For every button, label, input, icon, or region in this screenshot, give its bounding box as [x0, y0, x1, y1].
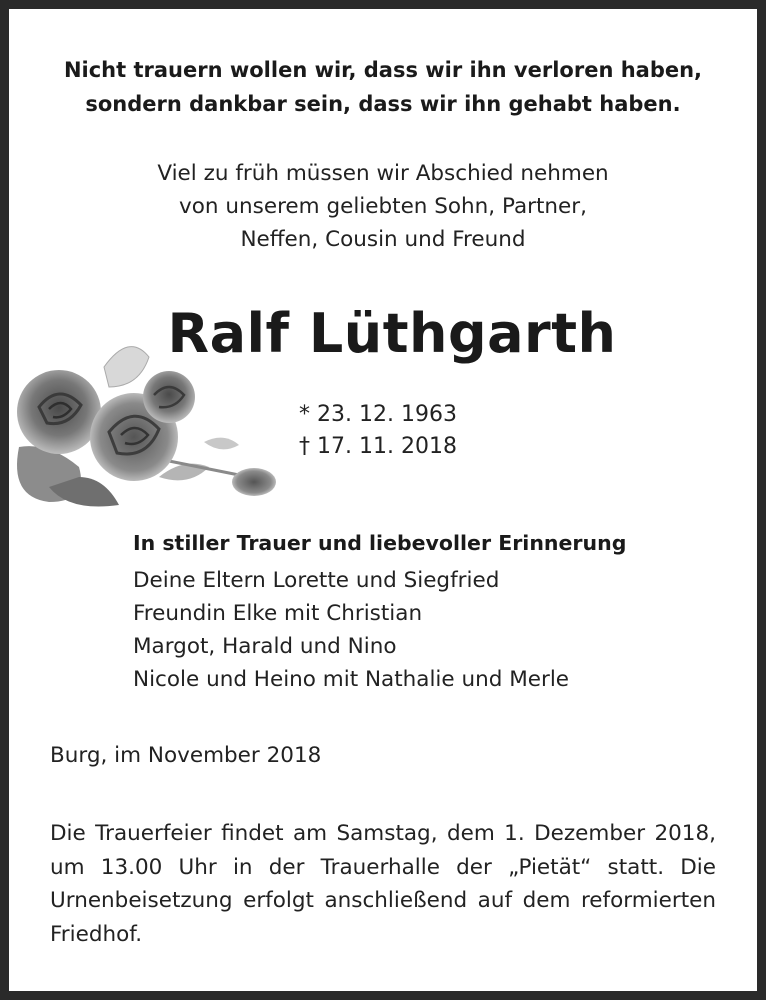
death-date: † 17. 11. 2018	[299, 434, 457, 459]
place-date: Burg, im November 2018	[50, 743, 322, 768]
ceremony-info: Die Trauerfeier findet am Samstag, dem 1. Dezember 2018, um 13.00 Uhr in der Trauerhalle der „Pietät“ statt. Die Urnenbeisetzung erfolgt anschließend auf dem reformierten Friedhof.	[50, 821, 716, 947]
quote-line-1: Nicht trauern wollen wir, dass wir ihn verloren haben,	[63, 58, 703, 82]
mourner-line: Margot, Harald und Nino	[133, 634, 397, 659]
mourning-heading: In stiller Trauer und liebevoller Erinnerung	[133, 531, 627, 555]
intro-line-3: Neffen, Cousin und Freund	[240, 227, 526, 252]
quote	[9, 53, 757, 121]
obituary-notice	[9, 9, 757, 991]
mourner-line: Deine Eltern Lorette und Siegfried	[133, 568, 500, 593]
life-dates	[299, 399, 457, 463]
intro-line-1: Viel zu früh müssen wir Abschied nehmen	[157, 161, 609, 186]
deceased-name: Ralf Lüthgarth	[167, 302, 617, 365]
mourner-line: Freundin Elke mit Christian	[133, 601, 423, 626]
birth-date: * 23. 12. 1963	[299, 402, 457, 427]
intro-line-2: von unserem geliebten Sohn, Partner,	[179, 194, 587, 219]
mourners-list	[133, 564, 569, 696]
mourner-line: Nicole und Heino mit Nathalie und Merle	[133, 667, 570, 692]
quote-line-2: sondern dankbar sein, dass wir ihn gehabt haben.	[85, 92, 681, 116]
intro-text	[9, 157, 757, 256]
